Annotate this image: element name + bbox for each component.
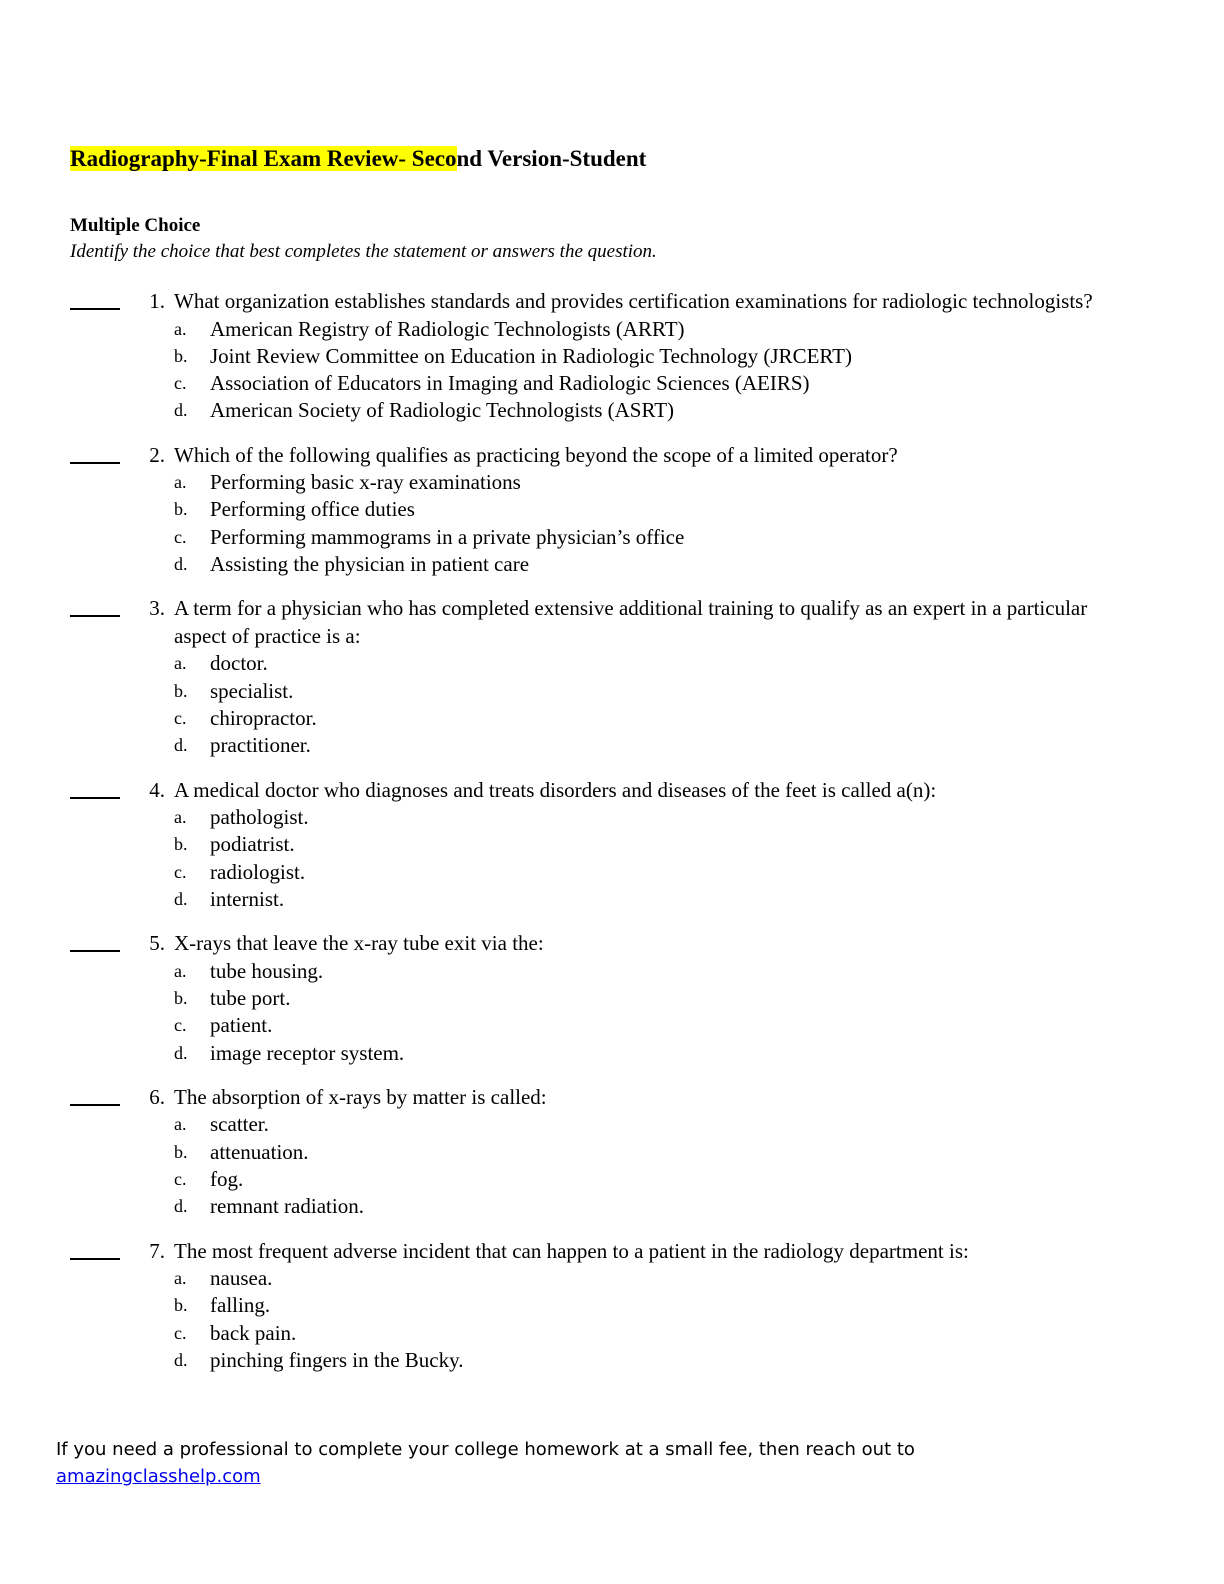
choice-text: fog. [210, 1167, 244, 1192]
question-number: 7. [149, 1238, 165, 1263]
answer-blank[interactable] [70, 288, 120, 310]
choice-letter: d. [174, 1042, 188, 1063]
question-item [70, 930, 1160, 1067]
footer-text: If you need a professional to complete your college homework at a small fee, then reach out to [56, 1439, 915, 1460]
answer-choice [70, 650, 1160, 677]
choice-text: podiatrist. [210, 832, 295, 857]
answer-choice [70, 1320, 1160, 1347]
answer-choice [70, 1292, 1160, 1319]
answer-choice [70, 524, 1160, 551]
choice-text: Performing basic x-ray examinations [210, 470, 521, 495]
choice-letter: d. [174, 400, 188, 421]
choice-letter: c. [174, 1169, 187, 1190]
answer-blank[interactable] [70, 930, 120, 952]
answer-choice [70, 1166, 1160, 1193]
answer-choice [70, 316, 1160, 343]
choice-letter: a. [174, 318, 187, 339]
choice-text: Performing mammograms in a private physician’s office [210, 524, 685, 549]
choice-text: patient. [210, 1013, 273, 1038]
choice-letter: d. [174, 888, 188, 909]
choice-text: pathologist. [210, 805, 309, 830]
question-text: What organization establishes standards and provides certification examinations for radiologic technologists? [174, 289, 1093, 313]
answer-choice [70, 343, 1160, 370]
answer-choice [70, 469, 1160, 496]
choice-letter: c. [174, 1015, 187, 1036]
answer-choice [70, 705, 1160, 732]
choice-letter: a. [174, 1114, 187, 1135]
choice-text: scatter. [210, 1112, 269, 1137]
choice-letter: b. [174, 988, 188, 1009]
question-text: A medical doctor who diagnoses and treats disorders and diseases of the feet is called a(n): [174, 777, 937, 802]
footer-link[interactable]: amazingclasshelp.com [56, 1466, 261, 1487]
choice-text: radiologist. [210, 859, 306, 884]
choice-text: image receptor system. [210, 1040, 405, 1065]
choice-letter: c. [174, 373, 187, 394]
choice-text: chiropractor. [210, 705, 317, 730]
choice-text: attenuation. [210, 1139, 309, 1164]
choice-letter: c. [174, 1322, 187, 1343]
question-text: The most frequent adverse incident that can happen to a patient in the radiology department is: [174, 1238, 969, 1263]
answer-choice [70, 985, 1160, 1012]
question-item [70, 1084, 1160, 1221]
choice-text: remnant radiation. [210, 1194, 364, 1219]
question-text: The absorption of x-rays by matter is called: [174, 1084, 547, 1109]
answer-choice [70, 804, 1160, 831]
question-list [70, 288, 1160, 1391]
instructions: Identify the choice that best completes the statement or answers the question. [70, 241, 657, 262]
footer [56, 1436, 915, 1490]
choice-text: practitioner. [210, 733, 311, 758]
choice-text: American Society of Radiologic Technologists (ASRT) [210, 398, 675, 423]
choice-letter: d. [174, 1350, 188, 1371]
answer-blank[interactable] [70, 595, 120, 617]
question-item [70, 442, 1160, 579]
question-number: 6. [149, 1084, 165, 1109]
question-number: 4. [149, 777, 165, 802]
choice-letter: d. [174, 554, 188, 575]
choice-text: internist. [210, 886, 285, 911]
question-item [70, 288, 1160, 425]
choice-text: specialist. [210, 678, 294, 703]
answer-choice [70, 1193, 1160, 1220]
choice-text: Association of Educators in Imaging and Radiologic Sciences (AEIRS) [210, 371, 810, 396]
answer-blank[interactable] [70, 1084, 120, 1106]
choice-letter: b. [174, 680, 188, 701]
question-text: Which of the following qualifies as practicing beyond the scope of a limited operator? [174, 442, 898, 467]
choice-text: Assisting the physician in patient care [210, 552, 530, 577]
answer-choice [70, 1139, 1160, 1166]
choice-letter: c. [174, 861, 187, 882]
answer-choice [70, 678, 1160, 705]
question-number: 1. [149, 289, 165, 313]
choice-letter: b. [174, 834, 188, 855]
choice-text: pinching fingers in the Bucky. [210, 1348, 464, 1373]
answer-blank[interactable] [70, 777, 120, 799]
choice-letter: a. [174, 653, 187, 674]
choice-letter: a. [174, 472, 187, 493]
answer-choice [70, 1111, 1160, 1138]
title-highlighted-text: Radiography-Final Exam Review- Seco [70, 146, 457, 171]
choice-text: tube housing. [210, 958, 324, 983]
answer-choice [70, 496, 1160, 523]
choice-letter: b. [174, 499, 188, 520]
answer-choice [70, 886, 1160, 913]
choice-text: doctor. [210, 651, 268, 676]
choice-letter: b. [174, 1141, 188, 1162]
choice-letter: d. [174, 735, 188, 756]
question-item [70, 1238, 1160, 1375]
document-title [70, 144, 646, 174]
choice-letter: d. [174, 1196, 188, 1217]
answer-choice [70, 1040, 1160, 1067]
question-item [70, 595, 1160, 759]
answer-choice [70, 370, 1160, 397]
answer-choice [70, 1012, 1160, 1039]
section-title: Multiple Choice [70, 215, 201, 236]
answer-blank[interactable] [70, 442, 120, 464]
answer-choice [70, 1347, 1160, 1374]
choice-letter: a. [174, 807, 187, 828]
choice-letter: b. [174, 345, 188, 366]
choice-text: falling. [210, 1293, 271, 1318]
choice-text: American Registry of Radiologic Technologists (ARRT) [210, 316, 685, 341]
title-rest-text: nd Version-Student [456, 146, 647, 171]
answer-choice [70, 551, 1160, 578]
choice-text: tube port. [210, 986, 291, 1011]
answer-choice [70, 831, 1160, 858]
answer-choice [70, 859, 1160, 886]
question-text: A term for a physician who has completed extensive additional training to qualify as an expert in a particular aspect of practice is a: [174, 596, 1088, 648]
question-number: 3. [149, 596, 165, 621]
question-text: X-rays that leave the x-ray tube exit via the: [174, 931, 544, 956]
question-number: 5. [149, 931, 165, 956]
choice-letter: c. [174, 707, 187, 728]
answer-choice [70, 958, 1160, 985]
choice-text: Joint Review Committee on Education in Radiologic Technology (JRCERT) [210, 343, 852, 368]
choice-text: Performing office duties [210, 497, 415, 522]
choice-letter: a. [174, 960, 187, 981]
question-item [70, 777, 1160, 914]
choice-text: nausea. [210, 1266, 273, 1291]
choice-letter: a. [174, 1268, 187, 1289]
answer-choice [70, 732, 1160, 759]
question-number: 2. [149, 442, 165, 467]
answer-blank[interactable] [70, 1238, 120, 1260]
answer-choice [70, 397, 1160, 424]
answer-choice [70, 1265, 1160, 1292]
choice-letter: b. [174, 1295, 188, 1316]
choice-letter: c. [174, 526, 187, 547]
choice-text: back pain. [210, 1320, 297, 1345]
